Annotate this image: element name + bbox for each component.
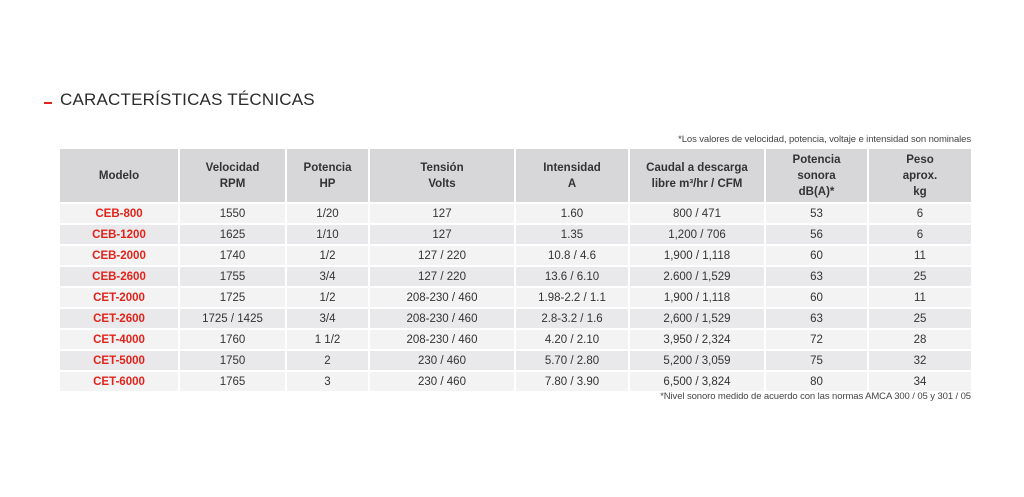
cell-speed: 1725 xyxy=(180,286,287,307)
cell-power: 1/2 xyxy=(287,244,370,265)
model-cell: CET-2000 xyxy=(60,286,180,307)
cell-voltage: 127 xyxy=(370,223,516,244)
header-line: Tensión xyxy=(420,161,464,174)
cell-power: 1/20 xyxy=(287,202,370,223)
cell-speed: 1550 xyxy=(180,202,287,223)
table-body xyxy=(60,202,971,391)
cell-sound-power: 63 xyxy=(766,265,869,286)
cell-voltage: 230 / 460 xyxy=(370,349,516,370)
header-line: libre m³/hr / CFM xyxy=(651,177,743,190)
header-line: dB(A)* xyxy=(798,185,835,198)
cell-airflow: 5,200 / 3,059 xyxy=(630,349,766,370)
table-row xyxy=(60,370,971,391)
table-row xyxy=(60,349,971,370)
cell-current: 13.6 / 6.10 xyxy=(516,265,630,286)
cell-sound-power: 53 xyxy=(766,202,869,223)
cell-current: 5.70 / 2.80 xyxy=(516,349,630,370)
cell-voltage: 127 xyxy=(370,202,516,223)
cell-voltage: 127 / 220 xyxy=(370,265,516,286)
cell-voltage: 208-230 / 460 xyxy=(370,307,516,328)
header-line: sonora xyxy=(797,169,836,182)
cell-voltage: 127 / 220 xyxy=(370,244,516,265)
header-line: HP xyxy=(319,177,336,190)
header-line: A xyxy=(567,177,577,190)
cell-airflow: 2.600 / 1,529 xyxy=(630,265,766,286)
cell-weight: 6 xyxy=(869,202,971,223)
cell-weight: 25 xyxy=(869,265,971,286)
header-model xyxy=(60,149,180,202)
cell-power: 1 1/2 xyxy=(287,328,370,349)
header-power xyxy=(287,149,370,202)
cell-airflow: 3,950 / 2,324 xyxy=(630,328,766,349)
technical-specs-table xyxy=(60,149,971,391)
header-sound-power xyxy=(766,149,869,202)
cell-weight: 25 xyxy=(869,307,971,328)
cell-sound-power: 63 xyxy=(766,307,869,328)
cell-speed: 1755 xyxy=(180,265,287,286)
table-row xyxy=(60,328,971,349)
header-line: Velocidad xyxy=(205,161,260,174)
table-row xyxy=(60,244,971,265)
header-airflow xyxy=(630,149,766,202)
cell-weight: 11 xyxy=(869,286,971,307)
cell-voltage: 208-230 / 460 xyxy=(370,286,516,307)
header-line: Potencia xyxy=(303,161,352,174)
table-row xyxy=(60,265,971,286)
cell-speed: 1765 xyxy=(180,370,287,391)
cell-airflow: 800 / 471 xyxy=(630,202,766,223)
cell-weight: 34 xyxy=(869,370,971,391)
header-weight xyxy=(869,149,971,202)
header-row xyxy=(60,149,971,202)
cell-current: 2.8-3.2 / 1.6 xyxy=(516,307,630,328)
title-accent-dash xyxy=(44,102,52,104)
model-cell: CEB-1200 xyxy=(60,223,180,244)
header-line: Intensidad xyxy=(543,161,601,174)
cell-current: 4.20 / 2.10 xyxy=(516,328,630,349)
cell-speed: 1740 xyxy=(180,244,287,265)
header-line: Peso xyxy=(906,153,934,166)
cell-sound-power: 72 xyxy=(766,328,869,349)
model-cell: CET-4000 xyxy=(60,328,180,349)
header-current xyxy=(516,149,630,202)
header-line: Potencia xyxy=(792,153,841,166)
header-line: Volts xyxy=(428,177,456,190)
cell-weight: 28 xyxy=(869,328,971,349)
header-line: RPM xyxy=(219,177,246,190)
cell-power: 3 xyxy=(287,370,370,391)
cell-sound-power: 60 xyxy=(766,244,869,265)
cell-speed: 1750 xyxy=(180,349,287,370)
cell-weight: 11 xyxy=(869,244,971,265)
model-cell: CET-5000 xyxy=(60,349,180,370)
cell-power: 3/4 xyxy=(287,265,370,286)
header-line: Caudal a descarga xyxy=(646,161,748,174)
section-title-text: CARACTERÍSTICAS TÉCNICAS xyxy=(60,90,315,109)
model-cell: CEB-800 xyxy=(60,202,180,223)
table-header xyxy=(60,149,971,202)
cell-speed: 1625 xyxy=(180,223,287,244)
model-cell: CET-2600 xyxy=(60,307,180,328)
cell-power: 1/2 xyxy=(287,286,370,307)
cell-airflow: 1,900 / 1,118 xyxy=(630,286,766,307)
nominal-values-note: *Los valores de velocidad, potencia, voltaje e intensidad son nominales xyxy=(678,134,971,145)
cell-airflow: 2,600 / 1,529 xyxy=(630,307,766,328)
cell-airflow: 6,500 / 3,824 xyxy=(630,370,766,391)
header-voltage xyxy=(370,149,516,202)
cell-power: 1/10 xyxy=(287,223,370,244)
header-line: Modelo xyxy=(98,169,140,182)
cell-voltage: 230 / 460 xyxy=(370,370,516,391)
section-title xyxy=(44,90,315,110)
cell-power: 3/4 xyxy=(287,307,370,328)
cell-sound-power: 56 xyxy=(766,223,869,244)
model-cell: CET-6000 xyxy=(60,370,180,391)
cell-weight: 6 xyxy=(869,223,971,244)
table-row xyxy=(60,307,971,328)
cell-speed: 1725 / 1425 xyxy=(180,307,287,328)
model-cell: CEB-2000 xyxy=(60,244,180,265)
cell-power: 2 xyxy=(287,349,370,370)
cell-speed: 1760 xyxy=(180,328,287,349)
table-row xyxy=(60,223,971,244)
cell-sound-power: 75 xyxy=(766,349,869,370)
cell-airflow: 1,200 / 706 xyxy=(630,223,766,244)
cell-current: 1.60 xyxy=(516,202,630,223)
cell-sound-power: 80 xyxy=(766,370,869,391)
cell-current: 10.8 / 4.6 xyxy=(516,244,630,265)
cell-airflow: 1,900 / 1,118 xyxy=(630,244,766,265)
model-cell: CEB-2600 xyxy=(60,265,180,286)
cell-current: 7.80 / 3.90 xyxy=(516,370,630,391)
cell-weight: 32 xyxy=(869,349,971,370)
sound-level-note: *Nivel sonoro medido de acuerdo con las normas AMCA 300 / 05 y 301 / 05 xyxy=(660,391,971,402)
cell-current: 1.35 xyxy=(516,223,630,244)
table-row xyxy=(60,286,971,307)
header-line: kg xyxy=(913,185,927,198)
cell-voltage: 208-230 / 460 xyxy=(370,328,516,349)
header-speed xyxy=(180,149,287,202)
cell-current: 1.98-2.2 / 1.1 xyxy=(516,286,630,307)
table-row xyxy=(60,202,971,223)
cell-sound-power: 60 xyxy=(766,286,869,307)
header-line: aprox. xyxy=(902,169,938,182)
